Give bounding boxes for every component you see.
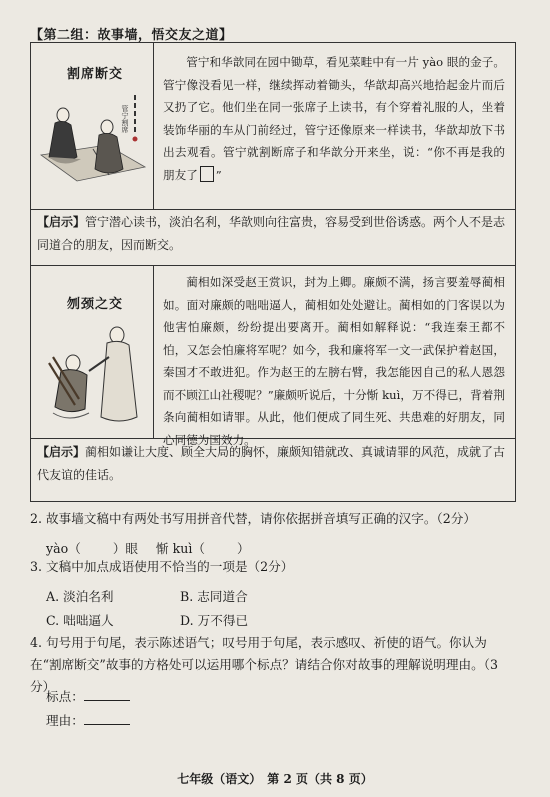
story-wall-table — [30, 42, 516, 502]
q2-item-1[interactable]: yào（ ）眼 — [46, 541, 138, 556]
option-a[interactable]: A. 淡泊名利 — [46, 589, 114, 604]
reason-answer[interactable]: 理由： — [46, 710, 130, 729]
q2-item-2[interactable]: 惭 kuì（ ） — [156, 541, 250, 556]
scholars-illustration — [37, 85, 149, 203]
insight: 【启示】管宁潜心读书，淡泊名利，华歆则向往富贵，容易受到世俗诱惑。两个人不是志同道合的朋友，因而断交。 — [37, 215, 506, 252]
divider — [31, 265, 515, 266]
insight: 【启示】蔺相如谦让大度、顾全大局的胸怀，廉颇知错就改、真诚请罪的风范，成就了古代友谊的佳话。 — [37, 445, 506, 482]
divider — [153, 265, 154, 438]
answer-line[interactable] — [84, 712, 130, 725]
story-title: 割席断交 — [67, 67, 124, 82]
divider — [153, 43, 154, 209]
option-d[interactable]: D. 万不得已 — [180, 613, 249, 628]
question-3: 3. 文稿中加点成语使用不恰当的一项是（2分） — [30, 559, 294, 574]
story-title: 刎颈之交 — [67, 297, 124, 312]
section-heading: 【第二组：故事墙，悟交友之道】 — [30, 28, 233, 43]
apology-illustration — [39, 313, 149, 433]
answer-line[interactable] — [84, 688, 130, 701]
page-footer: 七年级（语文） 第 2 页（共 8 页） — [177, 772, 373, 786]
question-4: 4. 句号用于句尾，表示陈述语气；叹号用于句尾，表示感叹、祈使的语气。你认为在“割席断交”故事的方格处可以运用哪个标点？请结合你对故事的理解说明理由。（3分） — [30, 635, 498, 694]
punctuation-answer[interactable]: 标点： — [46, 686, 130, 705]
option-c[interactable]: C. 咄咄逼人 — [46, 613, 114, 628]
question-2: 2. 故事墙文稿中有两处书写用拼音代替，请你依据拼音填写正确的汉字。（2分） — [30, 511, 476, 526]
option-b[interactable]: B. 志同道合 — [180, 589, 248, 604]
calligraphy-inscription: 管宁割席 — [121, 105, 129, 133]
divider — [31, 209, 515, 210]
answer-box[interactable] — [200, 166, 214, 182]
story-text: 蔺相如深受赵王赏识，封为上卿。廉颇不满，扬言要羞辱蔺相如。面对廉颇的咄咄逼人，蔺相如处处避让。蔺相如的门客误以为他害怕廉颇，纷纷提出要离开。蔺相如解释说：“我连秦王都不怕，又怎会怕廉将军呢？如今，我和廉将军一文一武保护着赵国，秦国才不敢进犯。作为赵王的左膀右臂，我怎能因自己的私人恩怨而不顾江山社稷呢？”廉颇听说后，十分惭 kuì，万不得已，背着荆条向蔺相如请罪。从此，他们便成了同生死、共患难的好朋友，同心同德为国效力。 — [163, 275, 505, 447]
story-text: 管宁和华歆同在园中锄草，看见菜畦中有一片 yào 眼的金子。管宁像没看见一样，继续挥动着锄头，华歆却高兴地拾起金片而后又扔了它。他们坐在同一张席子上读书，有个穿着礼服的人，坐着装饰华丽的车从门前经过，管宁还像原来一样读书，华歆却放下书出去观看。管宁就割断席子和华歆分开来坐，说：“你不再是我的朋友了 ” — [163, 55, 505, 182]
